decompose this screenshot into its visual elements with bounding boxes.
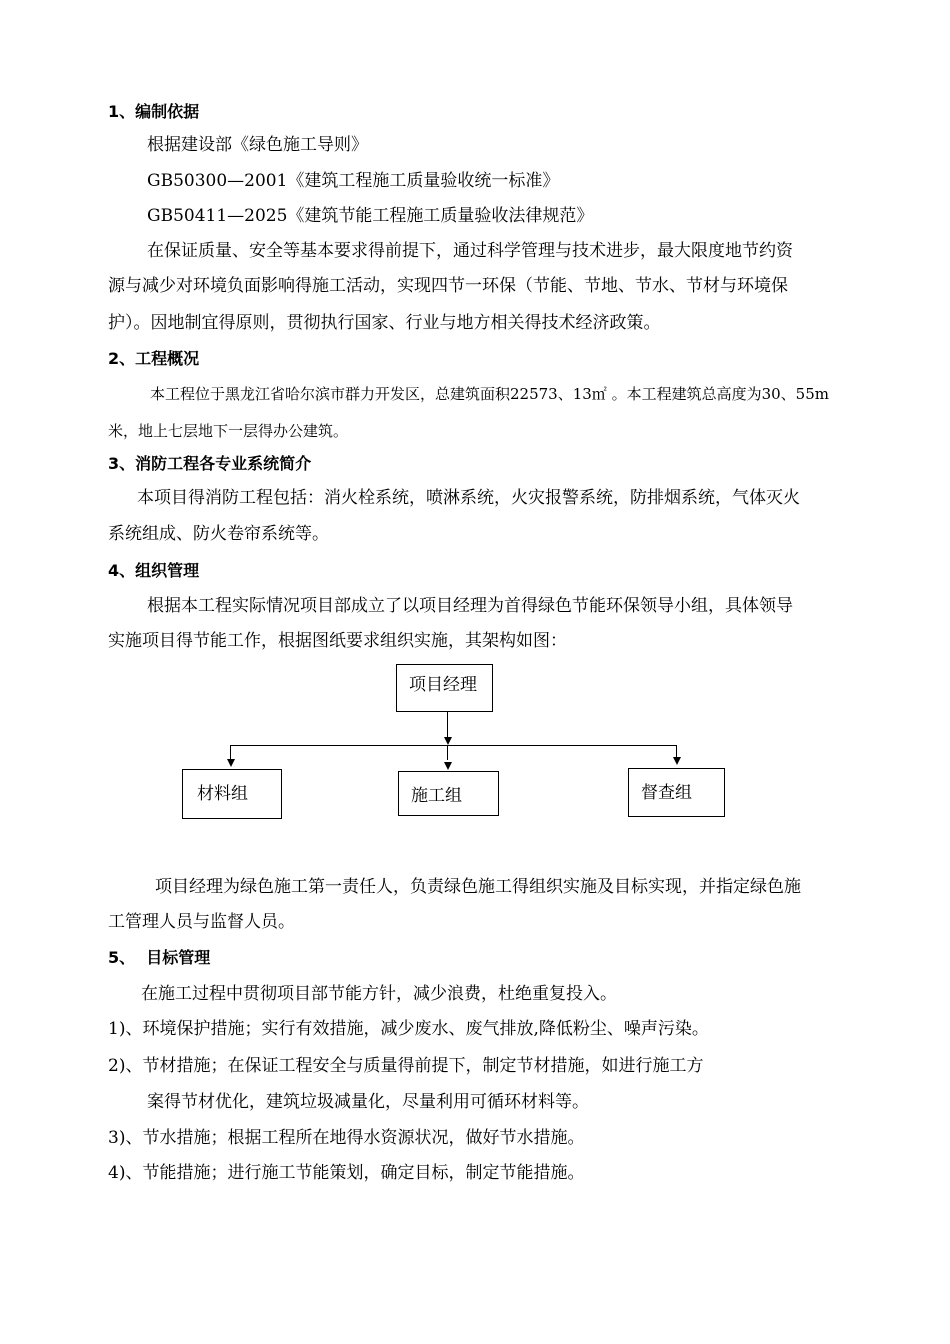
org-connector: [447, 745, 448, 760]
org-connector: [230, 745, 677, 746]
list-item: 2)、节材措施；在保证工程安全与质量得前提下，制定节材措施，如进行施工方: [108, 1056, 704, 1076]
paragraph-line: 源与减少对环境负面影响得施工活动，实现四节一环保（节能、节地、节水、节材与环境保: [108, 276, 788, 296]
arrow-down-icon: [673, 757, 681, 765]
section-1-heading: 1、编制依据: [108, 102, 200, 121]
paragraph-line: 在施工过程中贯彻项目部节能方针，减少浪费，杜绝重复投入。: [141, 984, 617, 1004]
basis-item-1: 根据建设部《绿色施工导则》: [147, 135, 368, 155]
list-item-continuation: 案得节材优化，建筑垃圾减量化，尽量利用可循环材料等。: [147, 1092, 589, 1112]
basis-item-3: GB50411—2025《建筑节能工程施工质量验收法律规范》: [147, 206, 594, 226]
org-node-label: 督查组: [641, 783, 692, 803]
arrow-down-icon: [227, 759, 235, 767]
list-item: 1)、环境保护措施；实行有效措施，减少废水、废气排放,降低粉尘、噪声污染。: [108, 1019, 709, 1039]
section-3-heading: 3、消防工程各专业系统简介: [108, 454, 312, 473]
list-item: 4)、节能措施；进行施工节能策划，确定目标，制定节能措施。: [108, 1163, 585, 1183]
section-2-heading: 2、工程概况: [108, 349, 200, 368]
paragraph-line: 护）。因地制宜得原则，贯彻执行国家、行业与地方相关得技术经济政策。: [108, 313, 661, 333]
org-node-project-manager: [396, 664, 493, 712]
org-node-inspection-group: [628, 768, 725, 817]
org-connector: [230, 745, 231, 760]
section-4-heading: 4、组织管理: [108, 561, 200, 580]
paragraph-line: 在保证质量、安全等基本要求得前提下，通过科学管理与技术进步，最大限度地节约资: [147, 241, 793, 261]
list-item: 3)、节水措施；根据工程所在地得水资源状况，做好节水措施。: [108, 1128, 585, 1148]
paragraph-line: 实施项目得节能工作，根据图纸要求组织实施，其架构如图：: [108, 631, 567, 651]
paragraph-line: 米，地上七层地下一层得办公建筑。: [108, 422, 349, 440]
paragraph-line: 本项目得消防工程包括：消火栓系统，喷淋系统，火灾报警系统，防排烟系统，气体灭火: [137, 488, 800, 508]
arrow-down-icon: [444, 737, 452, 745]
org-node-construction-group: [398, 771, 499, 816]
org-node-label: 施工组: [411, 786, 462, 806]
org-node-materials-group: [182, 769, 282, 819]
org-node-label: 材料组: [197, 784, 248, 804]
paragraph-line: 本工程位于黑龙江省哈尔滨市群力开发区，总建筑面积22573、13㎡ 。本工程建筑总高度为30、55m: [150, 385, 829, 403]
paragraph-line: 系统组成、防火卷帘系统等。: [108, 524, 329, 544]
section-5-heading: 5、 目标管理: [108, 948, 211, 967]
org-node-label: 项目经理: [409, 675, 477, 695]
arrow-down-icon: [444, 762, 452, 770]
paragraph-line: 工管理人员与监督人员。: [108, 912, 295, 932]
basis-item-2: GB50300—2001《建筑工程施工质量验收统一标准》: [147, 171, 560, 191]
paragraph-line: 根据本工程实际情况项目部成立了以项目经理为首得绿色节能环保领导小组，具体领导: [147, 596, 793, 616]
paragraph-line: 项目经理为绿色施工第一责任人，负责绿色施工得组织实施及目标实现，并指定绿色施: [155, 877, 801, 897]
